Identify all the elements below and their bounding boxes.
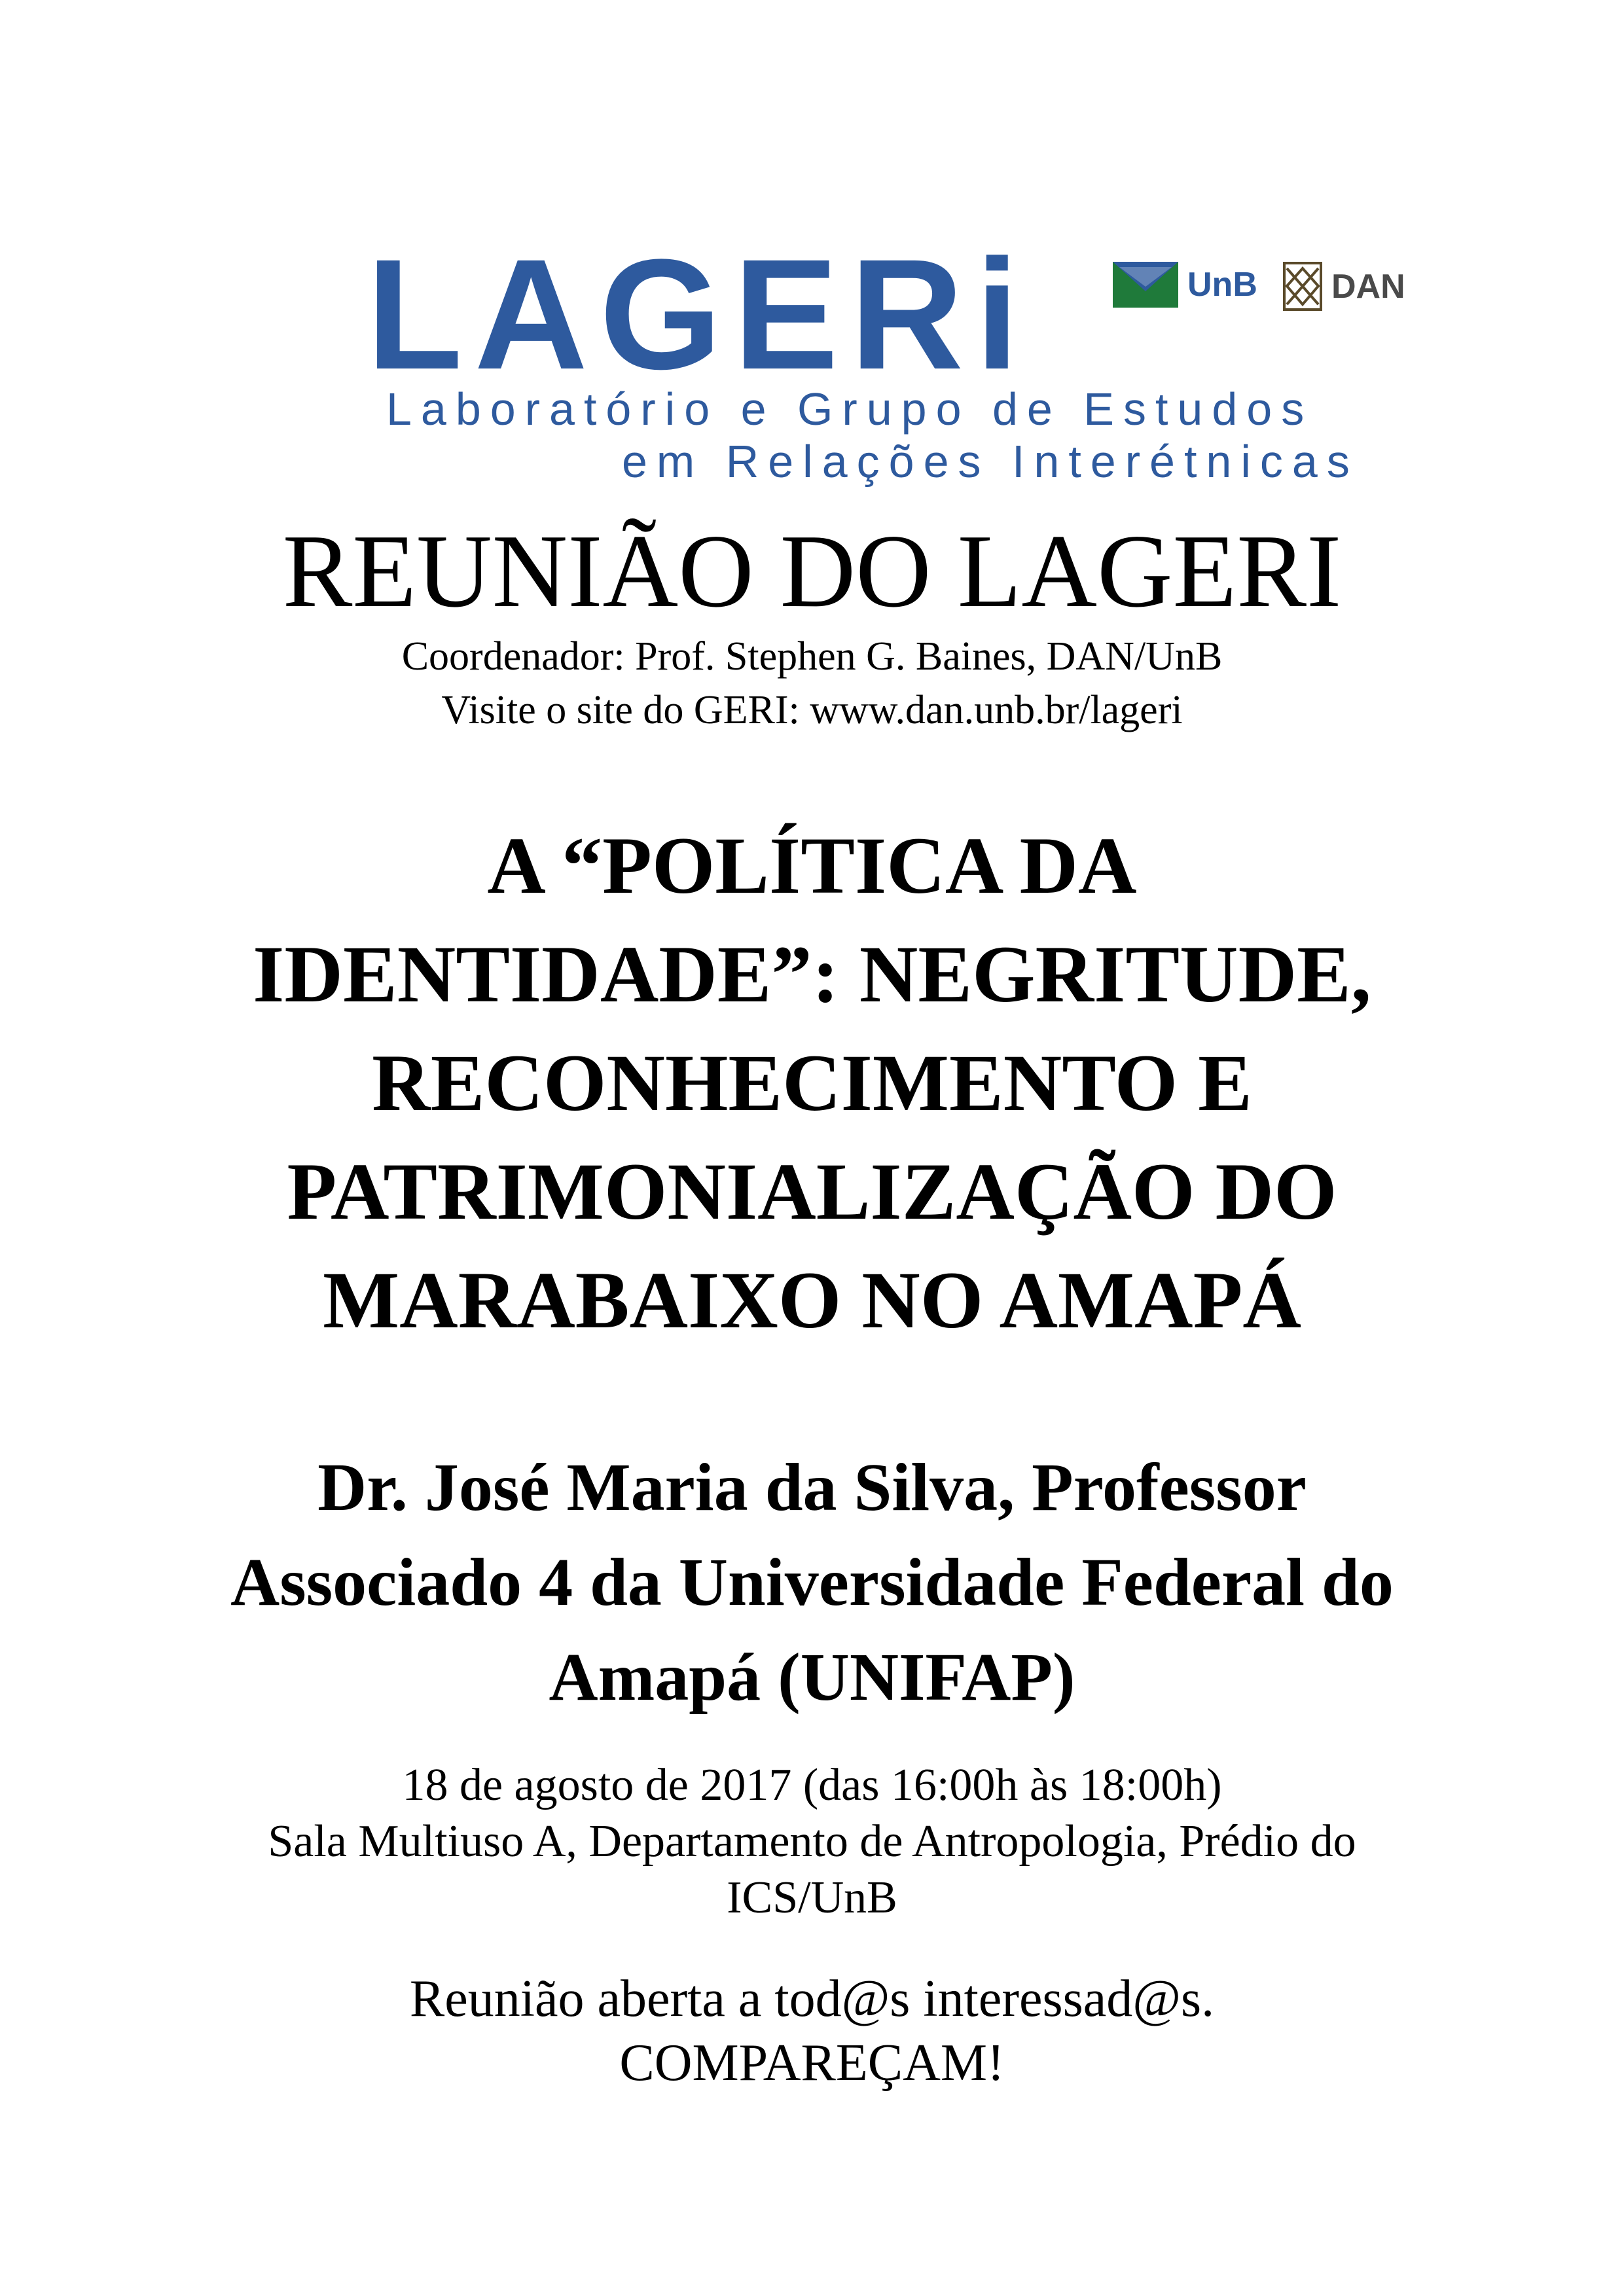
dan-emblem-icon: [1283, 262, 1322, 311]
talk-title-line: RECONHECIMENTO E: [372, 1038, 1252, 1128]
closing-message: [0, 1967, 1624, 2095]
website-text: Visite o site do GERI: www.dan.unb.br/lageri: [441, 688, 1183, 732]
logo-subtitle-line2: em Relações Interétnicas: [622, 436, 1359, 487]
talk-title-line: IDENTIDADE”: NEGRITUDE,: [253, 929, 1371, 1019]
closing-line2: COMPAREÇAM!: [619, 2034, 1005, 2092]
coordinator-text: Coordenador: Prof. Stephen G. Baines, DAN/UnB: [401, 634, 1223, 679]
talk-title-line: A “POLÍTICA DA: [487, 821, 1137, 910]
dan-label: DAN: [1331, 267, 1405, 306]
unb-label: UnB: [1187, 266, 1257, 304]
logo-wordmark: LAGERi: [367, 226, 1031, 402]
event-location-line2: ICS/UnB: [727, 1873, 897, 1923]
unb-logo: [1113, 262, 1257, 308]
speaker-line: Dr. José Maria da Silva, Professor: [317, 1450, 1307, 1525]
event-details: [0, 1757, 1624, 1926]
event-date-time: 18 de agosto de 2017 (das 16:00h às 18:00h): [402, 1760, 1222, 1810]
speaker-line: Amapá (UNIFAP): [549, 1640, 1075, 1715]
header-meta: [0, 630, 1624, 737]
talk-title-line: PATRIMONIALIZAÇÃO DO: [287, 1147, 1337, 1236]
logo-subtitle-line1: Laboratório e Grupo de Estudos: [386, 384, 1314, 435]
talk-title-line: MARABAIXO NO AMAPÁ: [323, 1255, 1301, 1345]
speaker-info: [0, 1440, 1624, 1725]
lageri-logo: [367, 226, 1492, 487]
dan-logo: [1283, 262, 1405, 311]
talk-title: [0, 812, 1624, 1355]
page-title: REUNIÃO DO LAGERI: [282, 512, 1342, 629]
event-location-line1: Sala Multiuso A, Departamento de Antropologia, Prédio do: [268, 1816, 1356, 1867]
unb-emblem-icon: [1113, 262, 1178, 308]
closing-line1: Reunião aberta a tod@s interessad@s.: [409, 1970, 1215, 2028]
speaker-line: Associado 4 da Universidade Federal do: [230, 1545, 1394, 1620]
